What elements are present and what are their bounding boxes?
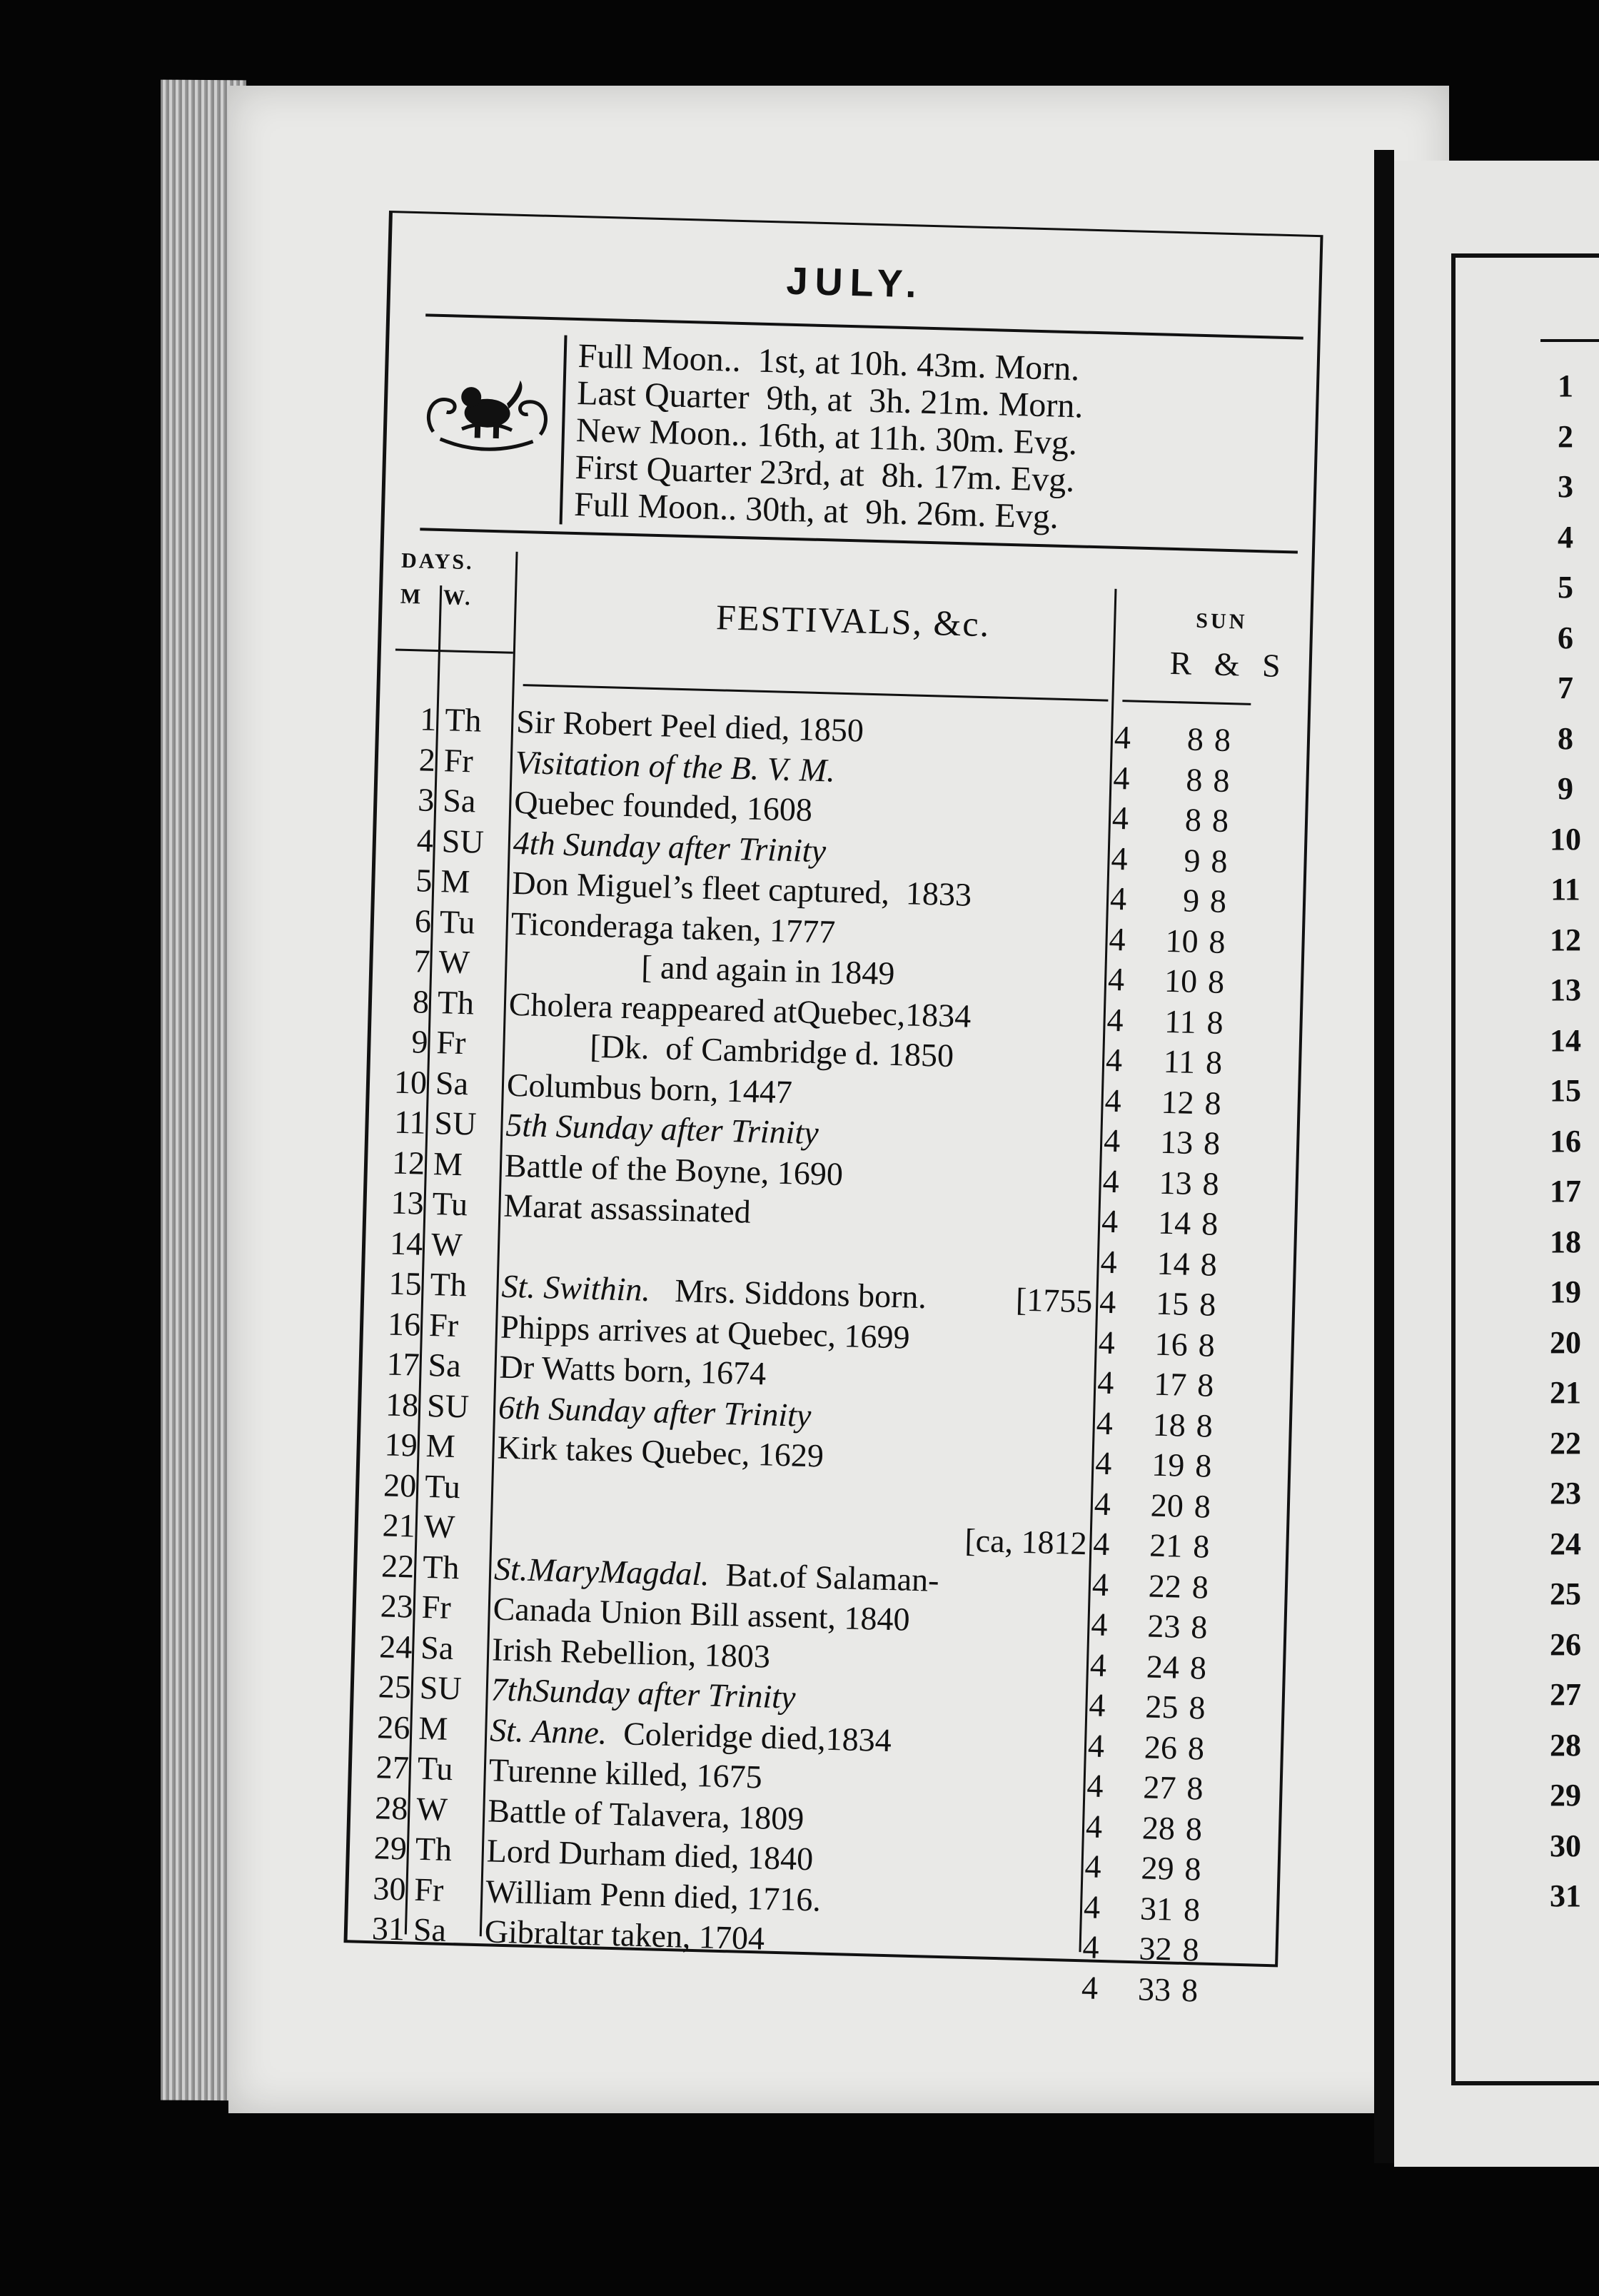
- day-of-month: 23: [380, 1587, 414, 1625]
- moon-phase-full-2: Full Moon.. 30th, at 9h. 26m. Evg.: [573, 485, 1059, 536]
- right-page-top-rule: [1451, 253, 1599, 258]
- festival-text: Ticonderaga taken, 1777: [510, 905, 836, 950]
- festivals-header: FESTIVALS, &c.: [715, 597, 991, 645]
- day-of-month: 31: [371, 1910, 405, 1948]
- day-of-month: 22: [380, 1546, 415, 1585]
- day-of-month: 6: [414, 902, 432, 940]
- day-of-month: 26: [376, 1708, 411, 1746]
- right-page-day-number: 7: [1558, 670, 1573, 705]
- sunrise-value: 4: [1104, 1082, 1122, 1119]
- right-page-day-number: 8: [1558, 720, 1573, 756]
- day-of-week: Fr: [413, 1870, 445, 1908]
- sunrise-minutes: 13: [1159, 1164, 1193, 1202]
- festival-text: Columbus born, 1447: [506, 1066, 793, 1110]
- day-of-month: 10: [393, 1063, 428, 1101]
- sunrise-value: 4: [1087, 1726, 1105, 1764]
- day-of-month: 1: [419, 700, 438, 737]
- sunset-value: 8: [1191, 1568, 1209, 1606]
- book-gutter: [1374, 150, 1394, 2163]
- day-of-week: Sa: [428, 1346, 462, 1384]
- heraldic-lion-ornament-icon: [418, 367, 556, 456]
- day-of-month: 11: [393, 1103, 427, 1141]
- sunset-value: 8: [1210, 842, 1229, 880]
- right-page-day-number: 23: [1550, 1476, 1581, 1511]
- day-of-month: 28: [374, 1788, 409, 1826]
- day-of-month: 20: [383, 1466, 417, 1504]
- month-title: JULY.: [785, 259, 924, 306]
- festival-continuation-note: [ca, 1812: [964, 1521, 1088, 1562]
- sunrise-value: 4: [1107, 960, 1125, 998]
- day-of-month: 8: [412, 982, 430, 1020]
- moon-phase-last-quarter: Last Quarter 9th, at 3h. 21m. Morn.: [576, 373, 1084, 426]
- moon-divider: [560, 335, 568, 524]
- right-page-header-rule: [1540, 339, 1599, 342]
- right-page-day-number: 28: [1550, 1727, 1581, 1763]
- day-of-week: M: [440, 862, 471, 900]
- festival-text: St.MaryMagdal.: [493, 1550, 710, 1592]
- festival-text: Sir Robert Peel died, 1850: [515, 703, 864, 749]
- sunset-value: 8: [1190, 1608, 1209, 1646]
- festival-text: [Dk. of Cambridge d. 1850: [507, 1025, 954, 1074]
- sunrise-minutes: 28: [1141, 1808, 1176, 1847]
- sunrise-value: 4: [1092, 1525, 1111, 1563]
- sunrise-value: 4: [1110, 840, 1129, 877]
- day-of-week: W: [415, 1790, 448, 1828]
- sunrise-minutes: 27: [1142, 1768, 1177, 1806]
- day-of-week: Fr: [435, 1024, 467, 1062]
- day-of-month: 30: [372, 1869, 407, 1907]
- sunrise-minutes: 10: [1164, 962, 1198, 1000]
- sunrise-minutes: 8: [1185, 761, 1204, 798]
- right-page-day-number: 20: [1550, 1324, 1581, 1360]
- sunrise-value: 4: [1100, 1243, 1118, 1280]
- right-page-day-number: 12: [1550, 922, 1581, 957]
- right-page-day-number: 1: [1558, 368, 1573, 403]
- sunrise-value: 4: [1114, 718, 1131, 756]
- day-of-month: 13: [390, 1184, 425, 1222]
- sunrise-minutes: 18: [1152, 1406, 1186, 1444]
- title-rule: [425, 313, 1303, 339]
- right-page-day-number: 5: [1558, 570, 1573, 605]
- festival-text: Battle of the Boyne, 1690: [504, 1147, 844, 1192]
- sunrise-minutes: 9: [1183, 841, 1201, 879]
- sunrise-value: 4: [1096, 1404, 1114, 1441]
- sunset-value: 8: [1203, 1124, 1221, 1162]
- day-of-week: Fr: [421, 1588, 452, 1626]
- day-of-week: Tu: [417, 1749, 454, 1788]
- festival-text: Don Miguel’s fleet captured, 1833: [511, 864, 972, 913]
- sunrise-value: 4: [1091, 1565, 1109, 1603]
- festival-text: Gibraltar taken, 1704: [484, 1913, 765, 1957]
- festival-continuation-note: [1755: [1015, 1281, 1094, 1320]
- day-of-month: 29: [373, 1829, 408, 1867]
- sunrise-value: 4: [1094, 1444, 1113, 1482]
- festival-text-continued: Bat.of Salaman-: [709, 1555, 940, 1598]
- day-of-week: W: [430, 1225, 463, 1263]
- right-page-day-number: 29: [1550, 1778, 1581, 1813]
- day-of-week: Sa: [413, 1910, 447, 1948]
- day-of-week: M: [418, 1709, 448, 1747]
- right-page-day-number: 2: [1558, 418, 1573, 454]
- right-page-day-number: 4: [1558, 519, 1573, 555]
- day-of-week: Tu: [424, 1467, 461, 1505]
- day-of-week: SU: [419, 1668, 463, 1707]
- right-page-day-number: 13: [1550, 972, 1581, 1007]
- right-page-day-number: 16: [1550, 1123, 1581, 1159]
- festival-text: St. Anne.: [489, 1711, 607, 1751]
- rise-set-header: R & S: [1169, 644, 1288, 685]
- right-page-day-number: 27: [1550, 1677, 1581, 1712]
- sunrise-minutes: 25: [1144, 1688, 1179, 1726]
- festival-text: Turenne killed, 1675: [488, 1751, 763, 1796]
- festival-text: [ and again in 1849: [509, 945, 896, 992]
- day-of-week: Sa: [435, 1064, 469, 1102]
- moon-rule: [420, 528, 1298, 553]
- sunrise-minutes: 14: [1157, 1204, 1191, 1242]
- festival-text: St. Swithin.: [500, 1267, 651, 1309]
- sunset-value: 8: [1184, 1850, 1202, 1888]
- day-of-month: 21: [382, 1506, 416, 1544]
- right-page-day-number: 24: [1550, 1526, 1581, 1561]
- sunset-value: 8: [1183, 1890, 1201, 1928]
- sunrise-value: 4: [1102, 1162, 1120, 1199]
- sunrise-value: 4: [1105, 1041, 1123, 1079]
- month-day-header: M: [400, 584, 423, 609]
- day-of-week: Th: [444, 701, 483, 739]
- day-of-week: Th: [437, 983, 475, 1021]
- sunset-value: 8: [1194, 1487, 1211, 1525]
- sunrise-minutes: 24: [1146, 1647, 1180, 1686]
- sunrise-value: 4: [1085, 1807, 1103, 1845]
- sunrise-value: 4: [1103, 1122, 1121, 1159]
- right-page-left-rule: [1451, 253, 1456, 2081]
- sunset-value: 8: [1201, 1205, 1219, 1242]
- sunrise-minutes: 32: [1138, 1930, 1173, 1968]
- sun-header: SUN: [1195, 608, 1248, 634]
- sunrise-minutes: 11: [1163, 1042, 1196, 1080]
- sunrise-minutes: 15: [1155, 1284, 1189, 1322]
- sunrise-value: 4: [1111, 799, 1129, 837]
- sunset-value: 8: [1196, 1366, 1214, 1404]
- moon-phase-new: New Moon.. 16th, at 11h. 30m. Evg.: [575, 411, 1078, 463]
- moon-phase-full-1: Full Moon.. 1st, at 10h. 43m. Morn.: [577, 337, 1080, 388]
- day-of-week: Sa: [420, 1628, 455, 1666]
- sunset-value: 8: [1181, 1971, 1199, 2009]
- right-page-day-number: 3: [1558, 469, 1573, 504]
- sunset-value: 8: [1188, 1689, 1206, 1726]
- festival-text: Canada Union Bill assent, 1840: [493, 1590, 911, 1638]
- festival-text: Quebec founded, 1608: [513, 783, 813, 828]
- day-of-month: 3: [417, 781, 435, 818]
- festival-text: 5th Sunday after Trinity: [505, 1106, 819, 1152]
- sunrise-minutes: 12: [1161, 1083, 1195, 1121]
- day-of-week: W: [423, 1507, 455, 1546]
- sunset-value: 8: [1208, 922, 1226, 960]
- sun-header-rule: [1122, 700, 1251, 705]
- sunset-value: 8: [1206, 1003, 1224, 1041]
- right-page-day-number: 21: [1550, 1375, 1581, 1410]
- day-of-month: 14: [389, 1224, 423, 1262]
- sunset-value: 8: [1181, 1930, 1200, 1968]
- sunset-value: 8: [1214, 721, 1231, 759]
- festival-text: Visitation of the B. V. M.: [515, 743, 836, 789]
- festival-text-continued: Mrs. Siddons born.: [650, 1272, 927, 1316]
- sunrise-minutes: 20: [1150, 1486, 1184, 1524]
- sunset-value: 8: [1185, 1810, 1203, 1848]
- sunset-value: 8: [1211, 802, 1229, 840]
- day-of-month: 24: [378, 1627, 413, 1666]
- festival-text: William Penn died, 1716.: [485, 1872, 822, 1918]
- festival-text-continued: Coleridge died,1834: [606, 1714, 892, 1758]
- sunset-value: 8: [1189, 1648, 1207, 1686]
- festival-text: Lord Durham died, 1840: [486, 1832, 814, 1878]
- festival-text: Kirk takes Quebec, 1629: [497, 1429, 824, 1474]
- sunset-value: 8: [1186, 1770, 1204, 1807]
- right-page-day-number: 9: [1558, 771, 1573, 806]
- moon-phase-first-quarter: First Quarter 23rd, at 8h. 17m. Evg.: [574, 448, 1076, 500]
- sunrise-minutes: 22: [1148, 1567, 1182, 1605]
- festival-text: Battle of Talavera, 1809: [487, 1791, 804, 1837]
- sunset-value: 8: [1187, 1729, 1205, 1767]
- sunrise-value: 4: [1089, 1646, 1107, 1683]
- day-of-month: 19: [384, 1426, 418, 1464]
- sunrise-minutes: 13: [1159, 1123, 1194, 1161]
- day-of-month: 27: [375, 1748, 410, 1786]
- sunset-value: 8: [1202, 1164, 1220, 1202]
- festivals-header-rule: [523, 684, 1109, 701]
- day-of-month: 5: [415, 862, 433, 899]
- day-of-week: Th: [415, 1830, 453, 1868]
- sunrise-minutes: 14: [1156, 1244, 1191, 1282]
- sunrise-minutes: 21: [1149, 1526, 1184, 1564]
- sunrise-value: 4: [1081, 1968, 1099, 2006]
- sunrise-value: 4: [1101, 1202, 1119, 1240]
- sunrise-value: 4: [1106, 1001, 1124, 1038]
- right-page-bottom-rule: [1451, 2081, 1599, 2085]
- sunrise-minutes: 33: [1137, 1970, 1171, 2008]
- sunrise-minutes: 9: [1182, 882, 1200, 920]
- sunrise-minutes: 8: [1184, 801, 1202, 839]
- right-page-day-number: 30: [1550, 1828, 1581, 1863]
- sunrise-value: 4: [1084, 1848, 1102, 1885]
- sunrise-value: 4: [1082, 1928, 1100, 1965]
- day-of-week: Th: [422, 1548, 460, 1586]
- sunrise-minutes: 8: [1186, 720, 1204, 758]
- sunrise-minutes: 17: [1153, 1365, 1188, 1403]
- day-of-month: 12: [391, 1144, 425, 1182]
- sunset-value: 8: [1196, 1406, 1214, 1444]
- days-header: DAYS.: [400, 548, 475, 575]
- sunset-value: 8: [1192, 1528, 1211, 1565]
- sunrise-value: 4: [1088, 1686, 1106, 1723]
- day-of-week: M: [425, 1426, 456, 1465]
- sunset-value: 8: [1209, 882, 1227, 920]
- sunset-value: 8: [1200, 1245, 1218, 1283]
- sunrise-value: 4: [1083, 1888, 1101, 1925]
- sunset-value: 8: [1207, 963, 1225, 1000]
- right-page-day-number: 26: [1550, 1626, 1581, 1662]
- day-of-week: Fr: [443, 741, 474, 779]
- right-page-day-number: 18: [1550, 1224, 1581, 1259]
- festival-text: Phipps arrives at Quebec, 1699: [500, 1308, 911, 1356]
- sunset-value: 8: [1199, 1286, 1216, 1323]
- day-of-month: 4: [416, 821, 434, 859]
- sunset-value: 8: [1198, 1326, 1216, 1364]
- right-page-day-number: 31: [1550, 1878, 1581, 1913]
- festival-text: Cholera reappeared atQuebec,1834: [508, 985, 972, 1034]
- day-of-week: Sa: [442, 782, 477, 820]
- sunset-value: 8: [1204, 1084, 1222, 1122]
- sunrise-minutes: 10: [1164, 922, 1199, 960]
- right-page-day-number: 15: [1550, 1073, 1581, 1108]
- day-of-week: W: [438, 943, 470, 981]
- day-of-month: 7: [413, 942, 431, 980]
- festival-text: 6th Sunday after Trinity: [498, 1389, 812, 1434]
- festival-text: 4th Sunday after Trinity: [513, 824, 827, 869]
- sunrise-minutes: 23: [1146, 1607, 1181, 1645]
- day-of-week: M: [433, 1144, 463, 1182]
- festival-text: 7thSunday after Trinity: [490, 1671, 797, 1716]
- sunset-value: 8: [1212, 762, 1231, 799]
- right-page-day-number: 11: [1550, 872, 1580, 907]
- sunrise-value: 4: [1099, 1283, 1117, 1321]
- day-of-week: Fr: [428, 1306, 459, 1344]
- sunrise-minutes: 19: [1151, 1446, 1186, 1484]
- day-of-week: SU: [426, 1386, 470, 1424]
- sunrise-minutes: 26: [1144, 1728, 1178, 1766]
- day-of-week: Th: [429, 1266, 468, 1304]
- sunrise-minutes: 16: [1154, 1325, 1189, 1363]
- day-of-month: 25: [378, 1668, 412, 1706]
- right-page-day-number: 14: [1550, 1022, 1581, 1058]
- day-of-month: 17: [386, 1345, 420, 1383]
- festival-text: Irish Rebellion, 1803: [491, 1630, 771, 1675]
- sunset-value: 8: [1205, 1044, 1223, 1081]
- festival-text: Marat assassinated: [503, 1187, 752, 1230]
- day-of-week: Tu: [431, 1185, 468, 1223]
- sunrise-value: 4: [1098, 1324, 1116, 1361]
- sunrise-value: 4: [1094, 1484, 1111, 1522]
- right-page-day-number: 22: [1550, 1425, 1581, 1461]
- right-page-day-number: 10: [1550, 821, 1581, 857]
- day-of-week: SU: [441, 822, 485, 860]
- day-of-month: 9: [410, 1023, 429, 1060]
- sunrise-minutes: 31: [1139, 1889, 1174, 1928]
- right-page-day-number: 19: [1550, 1274, 1581, 1309]
- sunrise-value: 4: [1086, 1767, 1104, 1804]
- day-of-week: SU: [433, 1104, 478, 1142]
- day-of-week: Tu: [439, 902, 476, 940]
- day-of-month: 18: [385, 1385, 419, 1424]
- day-of-month: 15: [388, 1264, 423, 1302]
- right-page-day-number: 6: [1558, 620, 1573, 655]
- right-page-day-number: 17: [1550, 1174, 1581, 1209]
- sunrise-minutes: 29: [1140, 1849, 1175, 1887]
- sunrise-value: 4: [1109, 880, 1127, 917]
- sunrise-minutes: 11: [1164, 1002, 1197, 1040]
- week-day-header: W.: [443, 585, 473, 610]
- sunrise-value: 4: [1108, 920, 1126, 957]
- days-header-rule: [395, 648, 513, 653]
- day-of-month: 16: [387, 1304, 421, 1343]
- sunrise-value: 4: [1112, 759, 1131, 796]
- sunrise-value: 4: [1090, 1606, 1109, 1643]
- festival-text: Dr Watts born, 1674: [499, 1348, 767, 1392]
- right-page: [1394, 161, 1599, 2167]
- sunrise-value: 4: [1096, 1364, 1115, 1401]
- day-of-month: 2: [418, 740, 436, 778]
- sunset-value: 8: [1194, 1447, 1213, 1484]
- calendar-frame: [343, 211, 1323, 2009]
- right-page-day-number: 25: [1550, 1576, 1581, 1611]
